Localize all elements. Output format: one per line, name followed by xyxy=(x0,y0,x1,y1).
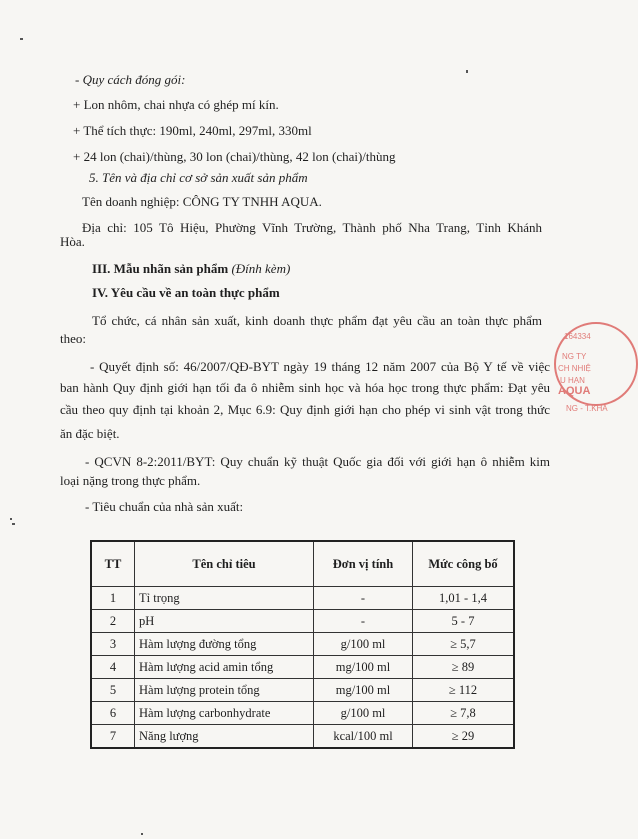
header-declared-level: Mức công bố xyxy=(413,541,515,587)
qcvn-text: loại nặng trong thực phẩm. xyxy=(60,473,201,488)
stamp-text: NG - T.KHÁ xyxy=(566,404,608,413)
table-header-row xyxy=(91,541,514,587)
row-value: ≥ 89 xyxy=(413,656,515,679)
scan-speck xyxy=(20,38,23,40)
row-criterion: Hàm lượng protein tổng xyxy=(135,679,314,702)
row-index: 2 xyxy=(91,610,135,633)
row-criterion: Hàm lượng carbonhydrate xyxy=(135,702,314,725)
packaging-item: + Thể tích thực: 190ml, 240ml, 297ml, 330ml xyxy=(73,123,312,138)
stamp-text: U HẠN xyxy=(560,376,585,385)
row-unit: g/100 ml xyxy=(314,702,413,725)
row-unit: mg/100 ml xyxy=(314,656,413,679)
row-unit: mg/100 ml xyxy=(314,679,413,702)
table-row xyxy=(91,702,514,725)
section3-note: (Đính kèm) xyxy=(231,261,291,276)
qcvn-text: - QCVN 8-2:2011/BYT: Quy chuẩn kỹ thuật Quốc gia đối với giới hạn ô nhiễm kim xyxy=(85,454,550,469)
table-row xyxy=(91,656,514,679)
row-criterion: Năng lượng xyxy=(135,725,314,749)
scan-speck xyxy=(466,70,468,73)
company-name: Tên doanh nghiệp: CÔNG TY TNHH AQUA. xyxy=(82,194,322,209)
company-stamp xyxy=(554,322,638,413)
stamp-text: NG TY xyxy=(562,352,587,361)
row-criterion: Hàm lượng đường tổng xyxy=(135,633,314,656)
row-value: ≥ 7,8 xyxy=(413,702,515,725)
row-value: ≥ 112 xyxy=(413,679,515,702)
decision-text: ban hành Quy định giới hạn tối đa ô nhiễm sinh học và hóa học trong thực phẩm: Đạt yêu xyxy=(60,380,550,395)
row-criterion: pH xyxy=(135,610,314,633)
row-value: 1,01 - 1,4 xyxy=(413,587,515,610)
row-unit: g/100 ml xyxy=(314,633,413,656)
stamp-text: AQUA xyxy=(558,385,591,397)
scan-speck xyxy=(141,833,143,835)
row-index: 3 xyxy=(91,633,135,656)
table-row xyxy=(91,610,514,633)
section3-title: III. Mẫu nhãn sản phẩm xyxy=(92,261,229,276)
row-value: ≥ 5,7 xyxy=(413,633,515,656)
manufacturer-standard: - Tiêu chuẩn của nhà sản xuất: xyxy=(85,499,244,514)
row-value: 5 - 7 xyxy=(413,610,515,633)
specification-table xyxy=(90,540,515,749)
header-tt: TT xyxy=(91,541,135,587)
row-unit: kcal/100 ml xyxy=(314,725,413,749)
table-row xyxy=(91,725,514,749)
address-line: Hòa. xyxy=(60,234,85,249)
row-index: 7 xyxy=(91,725,135,749)
scan-speck xyxy=(12,523,15,525)
row-index: 1 xyxy=(91,587,135,610)
decision-text: ăn đặc biệt. xyxy=(60,426,120,441)
section3-heading xyxy=(92,261,290,276)
address-line: Địa chỉ: 105 Tô Hiệu, Phường Vĩnh Trường, Thành phố Nha Trang, Tỉnh Khánh xyxy=(82,220,542,235)
section4-intro: theo: xyxy=(60,331,86,346)
table-row xyxy=(91,587,514,610)
table-row xyxy=(91,679,514,702)
header-unit: Đơn vị tính xyxy=(314,541,413,587)
row-unit: - xyxy=(314,587,413,610)
row-criterion: Tỉ trọng xyxy=(135,587,314,610)
header-criterion: Tên chỉ tiêu xyxy=(135,541,314,587)
stamp-text: CH NHIỆ xyxy=(558,364,591,373)
packaging-item: + 24 lon (chai)/thùng, 30 lon (chai)/thùng, 42 lon (chai)/thùng xyxy=(73,149,396,164)
decision-text: - Quyết định số: 46/2007/QĐ-BYT ngày 19 tháng 12 năm 2007 của Bộ Y tế về việc xyxy=(90,359,550,374)
packaging-item: + Lon nhôm, chai nhựa có ghép mí kín. xyxy=(73,97,279,112)
section5-heading: 5. Tên và địa chỉ cơ sở sản xuất sản phẩm xyxy=(89,170,308,185)
section4-intro: Tổ chức, cá nhân sản xuất, kinh doanh thực phẩm đạt yêu cầu an toàn thực phẩm xyxy=(92,313,542,328)
row-index: 6 xyxy=(91,702,135,725)
table-row xyxy=(91,633,514,656)
row-value: ≥ 29 xyxy=(413,725,515,749)
row-unit: - xyxy=(314,610,413,633)
scan-speck xyxy=(10,518,12,520)
row-index: 5 xyxy=(91,679,135,702)
decision-text: cầu theo quy định tại khoản 2, Mục 6.9: Quy định giới hạn cho phép vi sinh vật trong thức xyxy=(60,402,550,417)
stamp-text: 164334 xyxy=(564,332,591,341)
section4-heading: IV. Yêu cầu về an toàn thực phẩm xyxy=(92,285,280,300)
packaging-heading: - Quy cách đóng gói: xyxy=(75,72,186,87)
row-criterion: Hàm lượng acid amin tổng xyxy=(135,656,314,679)
row-index: 4 xyxy=(91,656,135,679)
